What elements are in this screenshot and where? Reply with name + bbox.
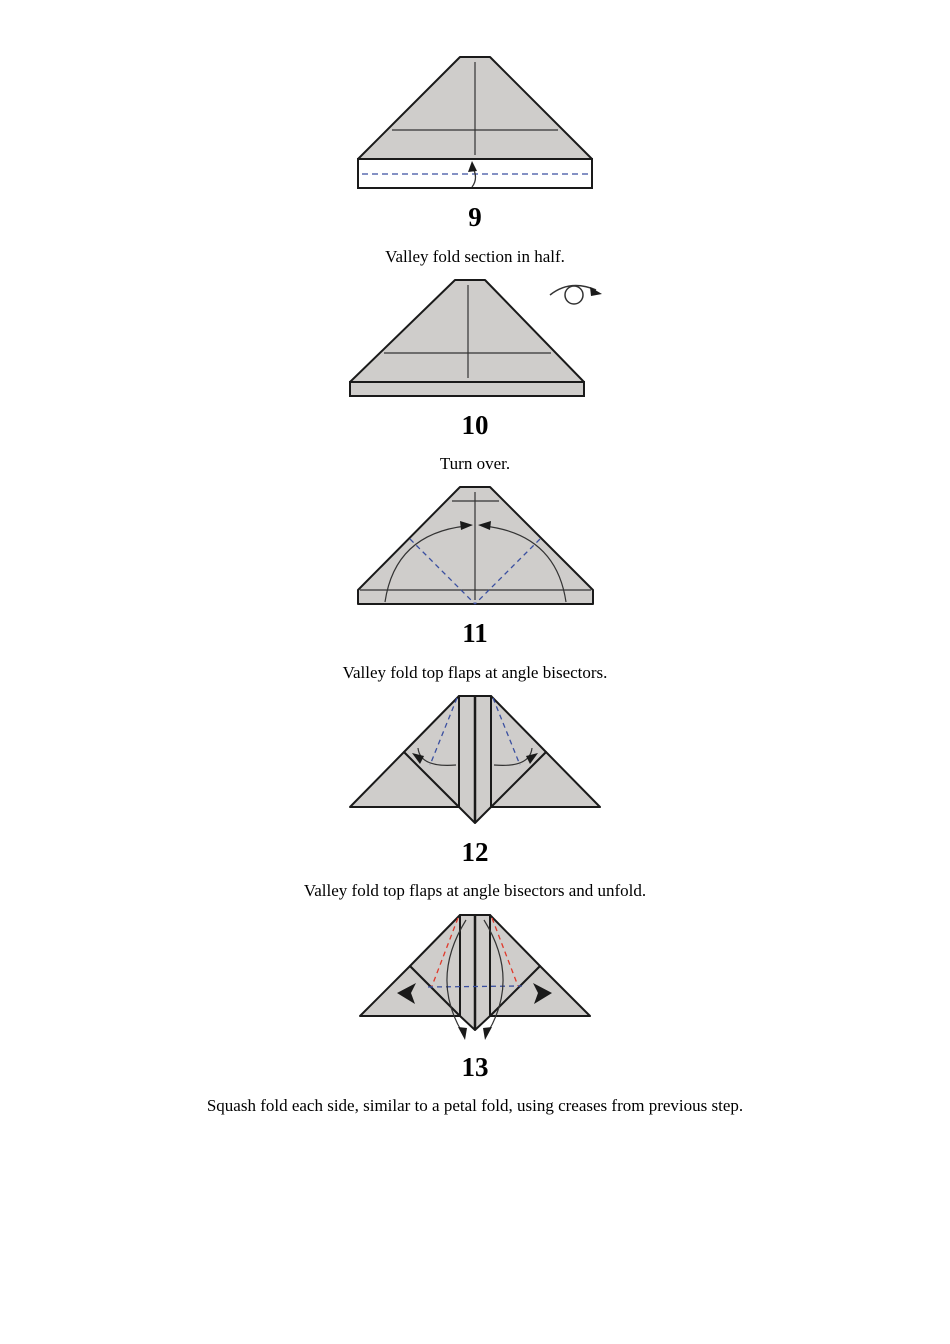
step-caption: Valley fold top flaps at angle bisectors. <box>342 663 608 682</box>
step-12-diagram <box>0 690 950 830</box>
step-10-diagram <box>0 275 950 405</box>
step-10-paper-trapezoid <box>350 280 584 382</box>
step-caption: Turn over. <box>439 454 511 473</box>
step-caption: Valley fold top flaps at angle bisectors and unfold. <box>303 881 647 900</box>
step-caption: Valley fold section in half. <box>385 247 565 266</box>
step-10-bottom-strip <box>350 382 584 396</box>
step-caption: Squash fold each side, similar to a petal fold, using creases from previous step. <box>206 1096 744 1115</box>
step-number: 12 <box>461 837 489 867</box>
step-number: 13 <box>461 1052 489 1082</box>
step-13-diagram <box>0 908 950 1044</box>
turn-over-arrow-icon <box>550 286 602 304</box>
fold-arrowhead-icon <box>483 1027 492 1040</box>
step-11-diagram <box>0 482 950 612</box>
step-9-diagram <box>0 50 950 195</box>
step-number: 10 <box>461 410 489 440</box>
step-number: 11 <box>462 618 488 648</box>
step-number: 9 <box>468 202 482 232</box>
fold-arrowhead-icon <box>458 1027 467 1040</box>
